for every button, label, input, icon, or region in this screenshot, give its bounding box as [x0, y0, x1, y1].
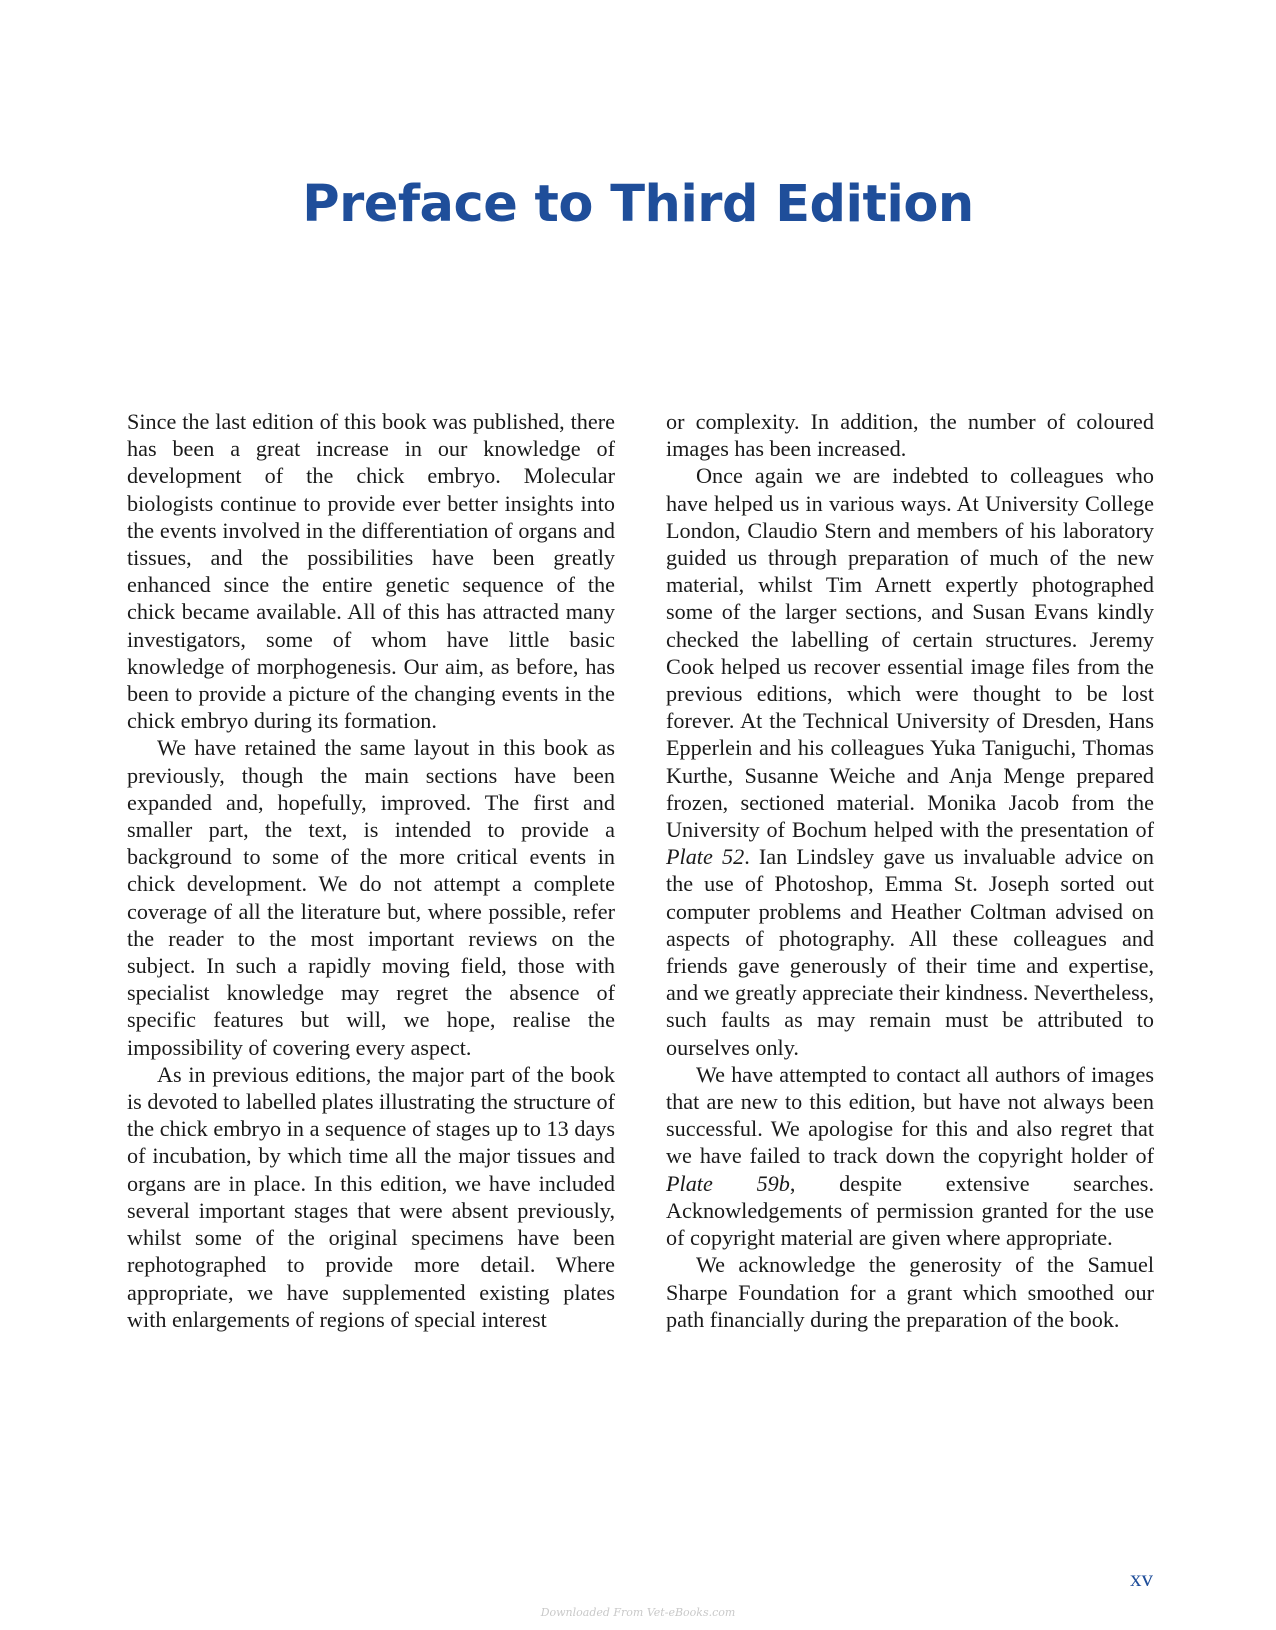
page-number: xv	[1130, 1566, 1153, 1591]
paragraph-layout: We have retained the same layout in this book as previously, though the main sections have been expanded and, hopefully, improved. The first and smaller part, the text, is intended to provide a background to some of the more critical events in chick development. We do not attempt a complete coverage of all the literature but, where possible, refer the reader to the most important reviews on the subject. In such a rapidly moving field, those with specialist knowledge may regret the absence of specific features but will, we hope, realise the impossibility of covering every aspect.	[127, 735, 615, 1060]
copyright-text-a: We have attempted to contact all authors of images that are new to this edition, but have not always been successful. We apologise for this and also regret that we have failed to track down the copyright holder of	[666, 1061, 1154, 1169]
paragraph-continuation: or complexity. In addition, the number of coloured images has been increased.	[666, 409, 1154, 462]
copyright-text-b: , despite extensive searches. Acknowledgements of permission granted for the use of copyright material are given where appropriate.	[666, 1170, 1154, 1251]
left-column	[127, 408, 615, 1333]
paragraph-plates: As in previous editions, the major part of the book is devoted to labelled plates illustrating the structure of the chick embryo in a sequence of stages up to 13 days of incubation, by which time all the major tissues and organs are in place. In this edition, we have included several important stages that were absent previously, whilst some of the original specimens have been rephotographed to provide more detail. Where appropriate, we have supplemented existing plates with enlargements of regions of special interest	[127, 1061, 615, 1332]
paragraph-acknowledgements	[666, 462, 1154, 1060]
plate-reference: Plate 52	[666, 844, 745, 870]
paragraph-funding: We acknowledge the generosity of the Samuel Sharpe Foundation for a grant which smoothed our path financially during the preparation of the book.	[666, 1252, 1154, 1332]
acknowledgements-text-a: Once again we are indebted to colleagues who have helped us in various ways. At University College London, Claudio Stern and members of his laboratory guided us through preparation of much of the new material, whilst Tim Arnett expertly photographed some of the larger sections, and Susan Evans kindly checked the labelling of certain structures. Jeremy Cook helped us recover essential image files from the previous editions, which were thought to be lost forever. At the Technical University of Dresden, Hans Epperlein and his colleagues Yuka Taniguchi, Thomas Kurthe, Susanne Weiche and Anja Menge prepared frozen, sectioned material. Monika Jacob from the University of Bochum helped with the presentation of	[666, 463, 1154, 843]
page-title: Preface to Third Edition	[302, 175, 974, 235]
paragraph-intro: Since the last edition of this book was published, there has been a great increase in our knowledge of development of the chick embryo. Molecular biologists continue to provide ever better insights into the events involved in the differentiation of organs and tissues, and the possibilities have been greatly enhanced since the entire genetic sequence of the chick became available. All of this has attracted many investigators, some of whom have little basic knowledge of morphogenesis. Our aim, as before, has been to provide a picture of the changing events in the chick embryo during its formation.	[127, 409, 615, 734]
right-column	[666, 408, 1154, 1333]
watermark: Downloaded From Vet-eBooks.com	[540, 1606, 736, 1619]
paragraph-copyright	[666, 1061, 1154, 1251]
plate-reference: Plate 59b	[666, 1170, 790, 1196]
acknowledgements-text-b: . Ian Lindsley gave us invaluable advice on the use of Photoshop, Emma St. Joseph sorted out computer problems and Heather Coltman advised on aspects of photography. All these colleagues and friends gave generously of their time and expertise, and we greatly appreciate their kindness. Nevertheless, such faults as may remain must be attributed to ourselves only.	[666, 844, 1154, 1060]
